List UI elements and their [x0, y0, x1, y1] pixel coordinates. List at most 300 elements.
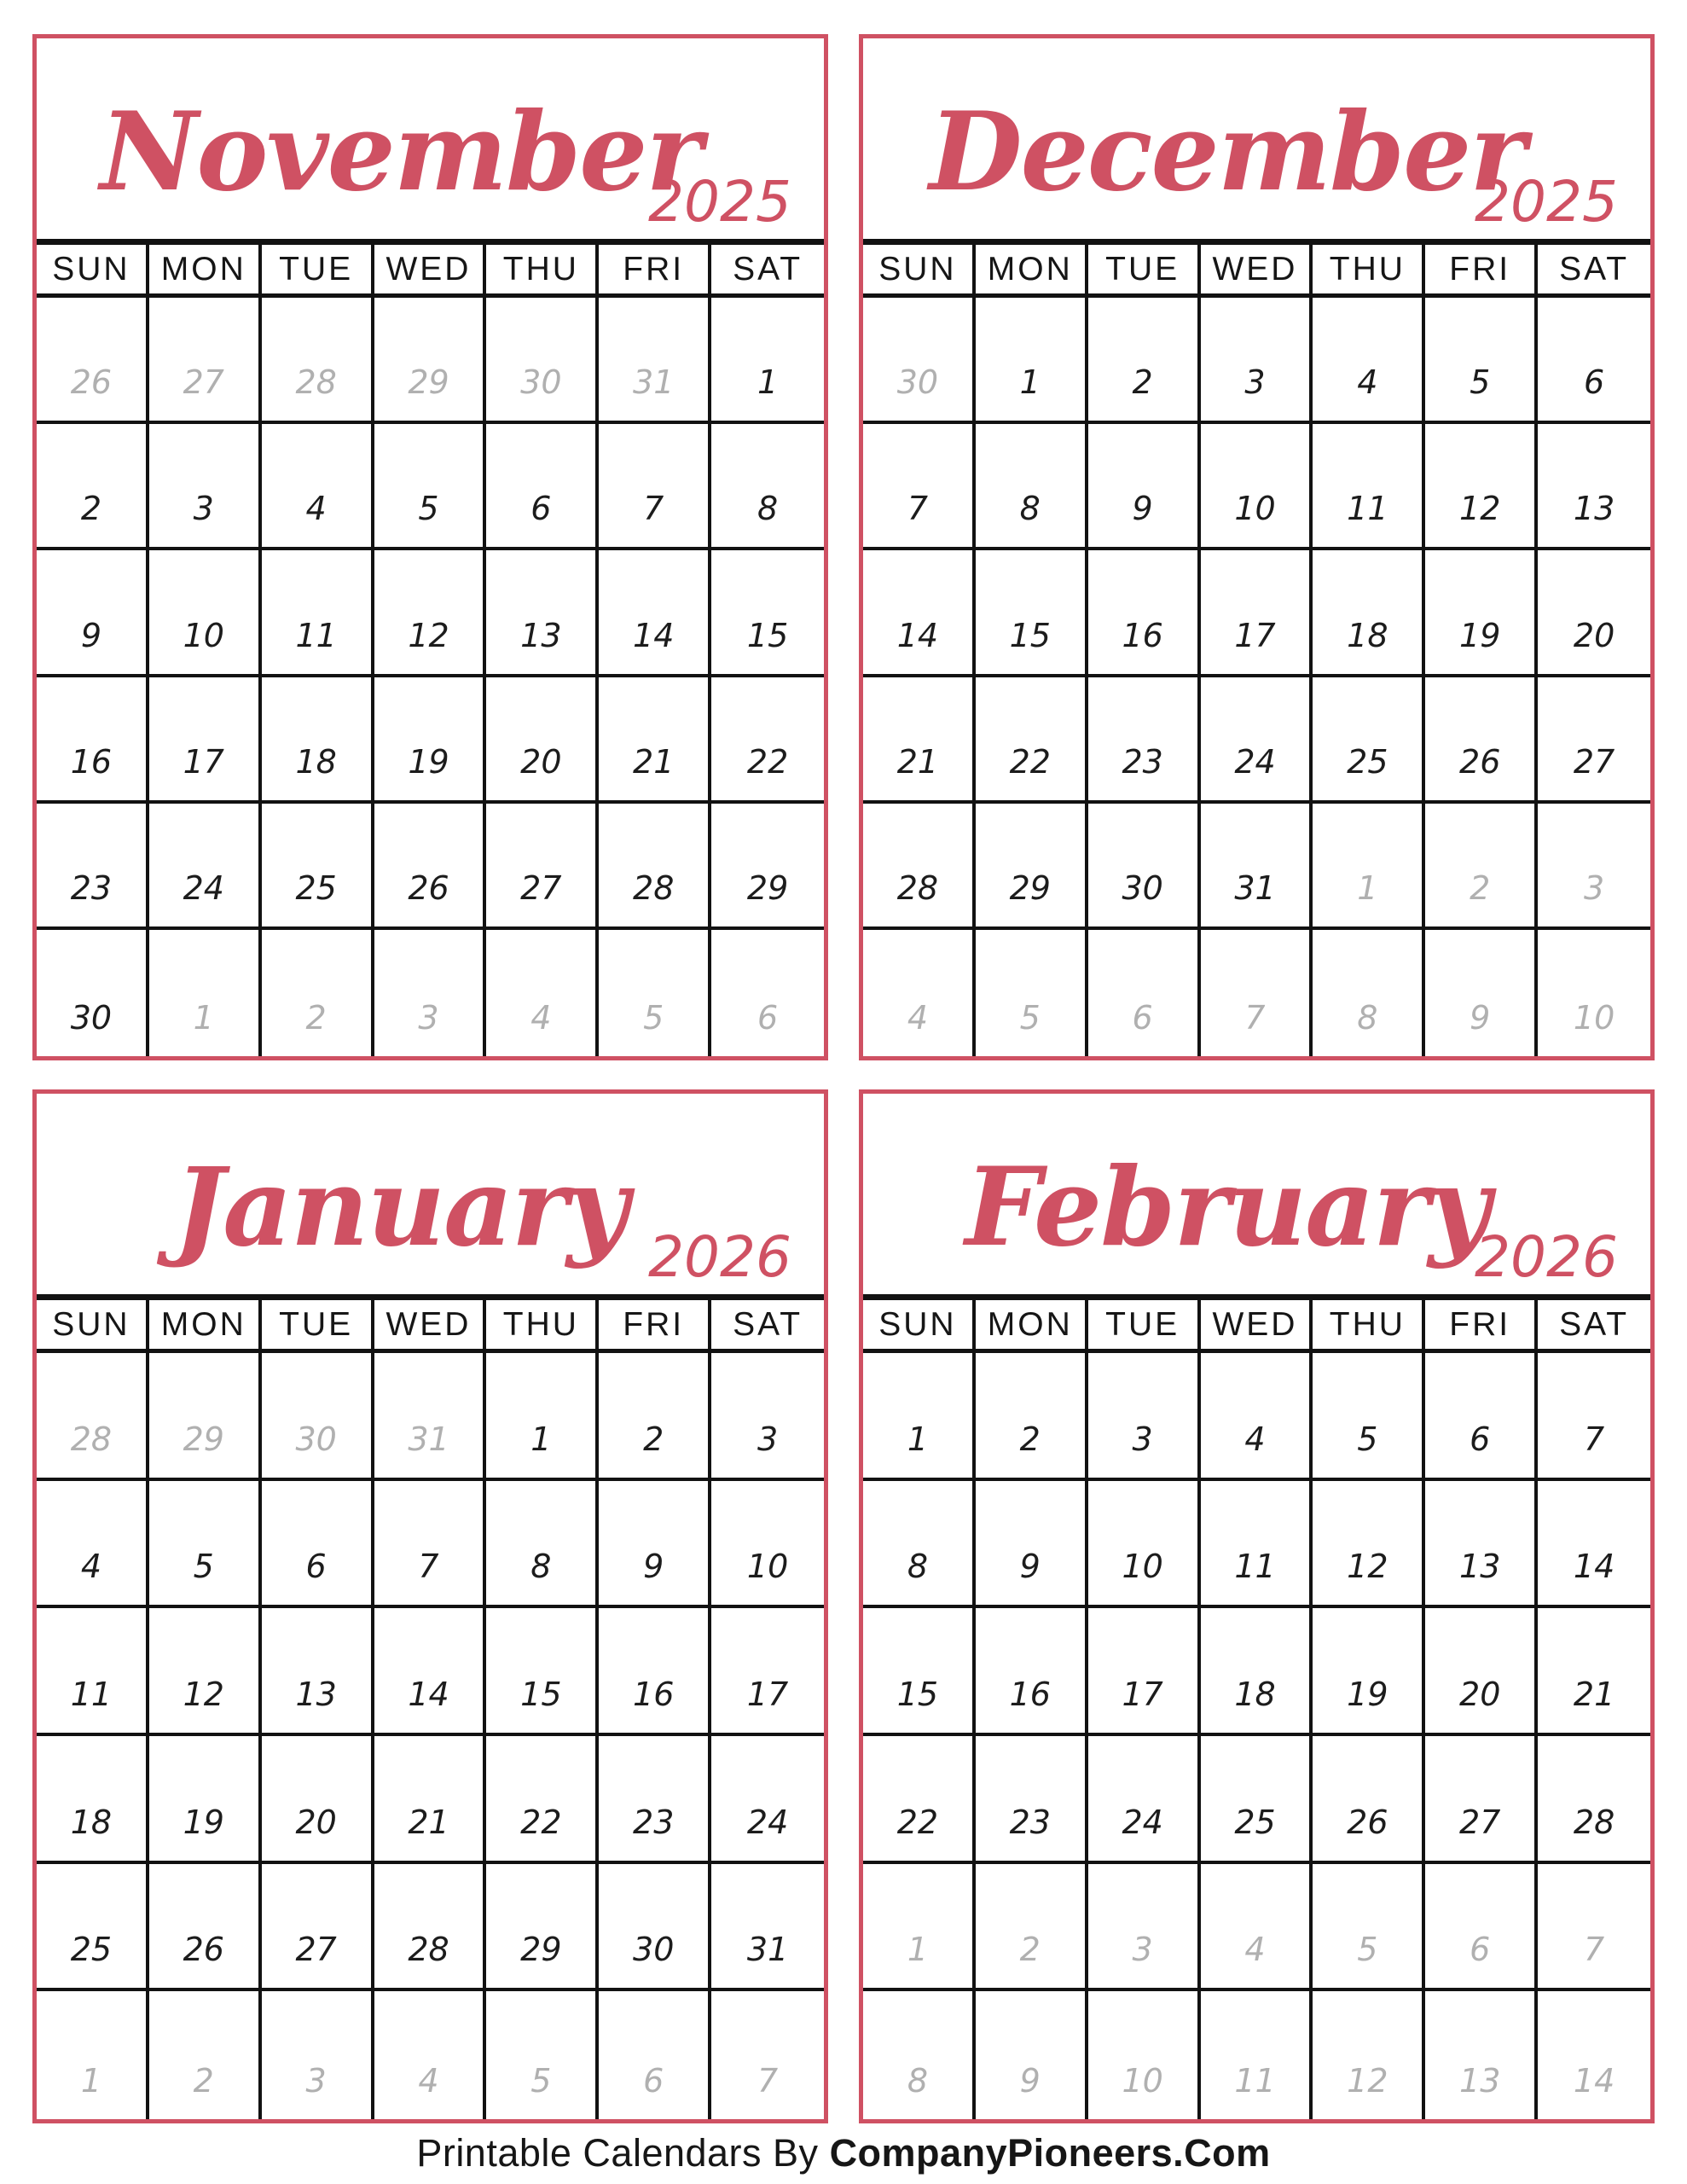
day-number: 28: [70, 1420, 113, 1458]
day-cell: [1425, 298, 1538, 421]
day-number: 3: [418, 999, 439, 1037]
day-cell: [711, 677, 824, 800]
day-number: 16: [70, 742, 113, 781]
day-cell: [374, 1608, 487, 1733]
day-cell: [486, 677, 599, 800]
day-cell: [1088, 1608, 1201, 1733]
day-number: 4: [907, 999, 929, 1037]
day-cell: [1538, 677, 1650, 800]
day-number: 12: [408, 616, 449, 654]
day-number: 19: [408, 742, 449, 781]
day-number: 12: [1347, 2062, 1388, 2100]
day-cell: [599, 1481, 711, 1606]
day-cell: [1201, 1353, 1313, 1478]
day-number: 27: [1573, 742, 1615, 781]
day-number: 1: [1357, 868, 1378, 907]
day-cell-adjacent-month: [863, 1991, 976, 2119]
weeks-grid: [863, 1353, 1650, 2119]
year-label: 2025: [1475, 169, 1618, 235]
week-row: [37, 424, 824, 550]
day-number: 3: [1583, 868, 1605, 907]
day-number: 28: [1573, 1803, 1615, 1841]
month-grid: [37, 239, 824, 1056]
weekday-header-sat: SAT: [1559, 250, 1630, 288]
day-cell: [1201, 1608, 1313, 1733]
day-cell: [1425, 550, 1538, 673]
day-cell: [149, 550, 262, 673]
day-number: 10: [1122, 2062, 1163, 2100]
calendar-header: [863, 38, 1650, 239]
day-number: 6: [1132, 999, 1153, 1037]
day-number: 26: [1347, 1803, 1388, 1841]
day-number: 1: [757, 363, 779, 402]
day-cell: [149, 1608, 262, 1733]
day-cell: [1538, 424, 1650, 547]
day-cell-adjacent-month: [262, 930, 374, 1056]
day-number: 29: [520, 1931, 562, 1969]
weekday-header-sun: SUN: [37, 1300, 149, 1349]
week-row: [863, 804, 1650, 930]
day-cell: [1201, 550, 1313, 673]
day-number: 30: [1122, 868, 1163, 907]
day-number: 20: [295, 1803, 337, 1841]
week-row: [37, 298, 824, 424]
day-number: 12: [183, 1676, 224, 1713]
day-number: 6: [530, 490, 552, 528]
day-cell: [262, 550, 374, 673]
day-cell-adjacent-month: [262, 298, 374, 421]
weekday-header-mon: MON: [149, 245, 262, 293]
day-cell: [486, 1608, 599, 1733]
day-cell: [37, 1864, 149, 1989]
day-cell: [976, 550, 1088, 673]
day-number: 6: [1470, 1420, 1491, 1458]
day-cell: [976, 1608, 1088, 1733]
weekday-header-tue: TUE: [262, 1300, 374, 1349]
day-number: 1: [530, 1420, 552, 1458]
day-cell-adjacent-month: [374, 1353, 487, 1478]
day-number: 5: [530, 2062, 552, 2100]
day-number: 9: [1470, 999, 1491, 1037]
day-number: 1: [907, 1420, 929, 1458]
day-number: 27: [183, 363, 224, 402]
day-number: 29: [408, 363, 449, 402]
day-cell-adjacent-month: [863, 1864, 976, 1989]
day-number: 29: [746, 868, 789, 907]
day-number: 13: [1573, 490, 1615, 528]
day-cell: [374, 424, 487, 547]
day-cell-adjacent-month: [262, 1991, 374, 2119]
day-number: 15: [896, 1676, 939, 1713]
day-cell: [976, 424, 1088, 547]
day-cell-adjacent-month: [1538, 804, 1650, 926]
day-cell: [1313, 424, 1425, 547]
day-number: 6: [1470, 1931, 1491, 1969]
day-cell-adjacent-month: [976, 1864, 1088, 1989]
day-cell-adjacent-month: [486, 1991, 599, 2119]
day-cell: [1201, 804, 1313, 926]
day-number: 7: [1583, 1420, 1605, 1458]
day-number: 10: [1573, 999, 1615, 1037]
footer-credit-brand: CompanyPioneers.Com: [829, 2131, 1271, 2175]
day-cell-adjacent-month: [863, 930, 976, 1056]
day-number: 31: [746, 1931, 789, 1969]
weekday-header-mon: MON: [976, 245, 1088, 293]
day-number: 5: [193, 1548, 214, 1586]
week-row: [863, 1608, 1650, 1736]
day-cell: [863, 677, 976, 800]
weekday-header-fri: FRI: [1425, 245, 1538, 293]
day-number: 9: [80, 616, 102, 654]
day-cell: [486, 550, 599, 673]
day-number: 28: [408, 1931, 449, 1969]
day-cell: [374, 804, 487, 926]
day-cell: [599, 804, 711, 926]
day-number: 14: [408, 1676, 449, 1713]
day-number: 19: [1459, 616, 1501, 654]
day-number: 26: [1459, 742, 1501, 781]
day-cell: [1538, 1481, 1650, 1606]
day-number: 21: [408, 1803, 449, 1841]
day-cell-adjacent-month: [976, 1991, 1088, 2119]
day-number: 4: [530, 999, 552, 1037]
day-number: 16: [633, 1676, 675, 1713]
day-cell: [976, 298, 1088, 421]
day-number: 8: [1019, 490, 1041, 528]
day-cell: [599, 424, 711, 547]
day-cell-adjacent-month: [1538, 930, 1650, 1056]
weekday-header-sat: SAT: [1559, 1305, 1630, 1343]
week-row: [863, 1991, 1650, 2119]
day-cell: [1201, 298, 1313, 421]
day-cell: [1313, 1608, 1425, 1733]
week-row: [37, 1481, 824, 1609]
weekday-header-wed: WED: [374, 245, 487, 293]
week-row: [863, 1864, 1650, 1992]
day-number: 19: [183, 1803, 224, 1841]
day-number: 9: [1019, 2062, 1041, 2100]
day-cell-adjacent-month: [711, 1991, 824, 2119]
day-cell: [37, 1608, 149, 1733]
day-cell: [149, 1481, 262, 1606]
day-number: 3: [305, 2062, 327, 2100]
month-grid: [37, 1294, 824, 2119]
day-number: 4: [1244, 1931, 1266, 1969]
day-number: 25: [1234, 1803, 1276, 1841]
day-number: 6: [305, 1548, 327, 1586]
week-row: [863, 298, 1650, 424]
day-cell-adjacent-month: [262, 1353, 374, 1478]
day-number: 5: [1470, 363, 1491, 402]
year-label: 2026: [1475, 1224, 1618, 1290]
day-number: 2: [1132, 363, 1153, 402]
day-cell: [1313, 1353, 1425, 1478]
day-cell: [262, 1736, 374, 1861]
day-number: 5: [1019, 999, 1041, 1037]
day-number: 28: [896, 868, 939, 907]
day-cell: [486, 1481, 599, 1606]
week-row: [863, 1353, 1650, 1481]
day-number: 13: [1459, 2062, 1501, 2100]
day-number: 2: [1470, 868, 1491, 907]
day-cell-adjacent-month: [863, 298, 976, 421]
day-cell: [1088, 804, 1201, 926]
weekday-header-sat: SAT: [733, 1305, 803, 1343]
day-number: 6: [757, 999, 779, 1037]
day-cell: [1088, 677, 1201, 800]
weekday-header-fri: FRI: [599, 245, 711, 293]
day-number: 10: [183, 616, 224, 654]
day-number: 30: [70, 999, 113, 1037]
day-cell-adjacent-month: [1425, 1991, 1538, 2119]
day-number: 26: [70, 363, 113, 402]
weekday-header-wed: WED: [1201, 245, 1313, 293]
day-cell: [1313, 298, 1425, 421]
day-cell-adjacent-month: [1201, 930, 1313, 1056]
week-row: [37, 677, 824, 804]
day-number: 22: [1009, 742, 1051, 781]
day-number: 31: [1234, 868, 1276, 907]
day-number: 3: [193, 490, 214, 528]
day-cell-adjacent-month: [1538, 1864, 1650, 1989]
day-number: 8: [530, 1548, 552, 1586]
day-cell: [1088, 1353, 1201, 1478]
day-cell: [599, 1864, 711, 1989]
day-cell-adjacent-month: [1088, 1991, 1201, 2119]
week-row: [863, 550, 1650, 677]
day-number: 7: [418, 1548, 439, 1586]
day-number: 14: [1573, 2062, 1615, 2100]
day-number: 13: [1459, 1548, 1501, 1586]
day-number: 25: [295, 868, 337, 907]
day-number: 5: [418, 490, 439, 528]
day-number: 11: [1234, 2062, 1276, 2100]
day-number: 4: [418, 2062, 439, 2100]
day-number: 11: [295, 616, 337, 654]
day-cell: [1425, 677, 1538, 800]
calendar-december-2025: [859, 34, 1655, 1060]
day-number: 2: [305, 999, 327, 1037]
week-row: [37, 1864, 824, 1992]
day-cell-adjacent-month: [149, 930, 262, 1056]
day-cell: [863, 804, 976, 926]
day-number: 14: [1573, 1548, 1615, 1586]
day-cell: [1538, 1353, 1650, 1478]
day-cell-adjacent-month: [1313, 1991, 1425, 2119]
day-number: 27: [1459, 1803, 1501, 1841]
day-cell-adjacent-month: [711, 930, 824, 1056]
day-number: 29: [183, 1420, 224, 1458]
day-number: 23: [70, 868, 113, 907]
day-number: 18: [295, 742, 337, 781]
day-cell: [1088, 424, 1201, 547]
day-number: 24: [1122, 1803, 1163, 1841]
calendar-header: [37, 1094, 824, 1294]
month-title: January: [173, 1143, 628, 1270]
day-cell: [1313, 1481, 1425, 1606]
day-cell: [37, 550, 149, 673]
day-cell: [374, 1736, 487, 1861]
day-cell: [486, 1736, 599, 1861]
day-number: 7: [1583, 1931, 1605, 1969]
day-number: 27: [520, 868, 562, 907]
day-number: 9: [643, 1548, 664, 1586]
day-cell-adjacent-month: [599, 930, 711, 1056]
day-number: 23: [1009, 1803, 1051, 1841]
week-row: [37, 1353, 824, 1481]
day-cell: [374, 1481, 487, 1606]
weekday-header-sun: SUN: [863, 245, 976, 293]
day-cell: [486, 804, 599, 926]
day-number: 23: [1122, 742, 1163, 781]
day-cell: [1201, 1736, 1313, 1861]
day-number: 4: [305, 490, 327, 528]
day-cell: [1425, 1481, 1538, 1606]
weekday-header-row: [863, 245, 1650, 298]
day-number: 5: [1357, 1420, 1378, 1458]
day-number: 4: [80, 1548, 102, 1586]
day-number: 23: [633, 1803, 675, 1841]
day-number: 22: [520, 1803, 562, 1841]
calendar-grid-2x2: [32, 34, 1655, 2123]
weekday-header-fri: FRI: [599, 1300, 711, 1349]
day-number: 1: [907, 1931, 929, 1969]
day-cell: [1538, 550, 1650, 673]
week-row: [37, 550, 824, 677]
day-cell: [711, 298, 824, 421]
day-cell: [262, 804, 374, 926]
day-number: 25: [1347, 742, 1388, 781]
day-number: 17: [183, 742, 224, 781]
day-cell: [1538, 1736, 1650, 1861]
day-cell-adjacent-month: [1088, 1864, 1201, 1989]
day-number: 11: [1347, 490, 1388, 528]
day-cell-adjacent-month: [149, 1991, 262, 2119]
day-cell-adjacent-month: [1425, 930, 1538, 1056]
day-number: 6: [643, 2062, 664, 2100]
day-cell-adjacent-month: [149, 1353, 262, 1478]
day-number: 21: [896, 742, 939, 781]
day-cell: [1425, 424, 1538, 547]
day-cell: [149, 1864, 262, 1989]
day-cell-adjacent-month: [599, 1991, 711, 2119]
day-cell-adjacent-month: [1425, 804, 1538, 926]
day-cell: [711, 804, 824, 926]
day-number: 3: [1244, 363, 1266, 402]
week-row: [863, 930, 1650, 1056]
week-row: [37, 1736, 824, 1864]
day-cell-adjacent-month: [1201, 1864, 1313, 1989]
day-number: 19: [1347, 1676, 1388, 1713]
week-row: [37, 930, 824, 1056]
day-number: 13: [295, 1676, 337, 1713]
day-cell: [262, 1864, 374, 1989]
day-cell: [711, 1353, 824, 1478]
week-row: [37, 1608, 824, 1736]
day-cell: [486, 424, 599, 547]
week-row: [863, 1736, 1650, 1864]
day-cell: [976, 804, 1088, 926]
day-cell: [1088, 550, 1201, 673]
day-number: 8: [1357, 999, 1378, 1037]
day-number: 30: [633, 1931, 675, 1969]
day-number: 9: [1132, 490, 1153, 528]
day-cell-adjacent-month: [149, 298, 262, 421]
week-row: [863, 1481, 1650, 1609]
day-number: 31: [633, 363, 675, 402]
day-cell: [486, 1353, 599, 1478]
day-cell: [1425, 1736, 1538, 1861]
day-number: 22: [896, 1803, 939, 1841]
day-number: 21: [633, 742, 675, 781]
day-cell: [149, 1736, 262, 1861]
day-number: 4: [1357, 363, 1378, 402]
day-number: 1: [80, 2062, 102, 2100]
day-number: 24: [1234, 742, 1276, 781]
day-number: 18: [1234, 1676, 1276, 1713]
day-cell: [863, 1608, 976, 1733]
weekday-header-row: [863, 1300, 1650, 1353]
day-cell: [1313, 550, 1425, 673]
day-cell: [37, 1736, 149, 1861]
day-cell-adjacent-month: [1313, 804, 1425, 926]
calendar-february-2026: [859, 1089, 1655, 2123]
weekday-header-mon: MON: [976, 1300, 1088, 1349]
day-cell: [863, 550, 976, 673]
day-cell: [374, 550, 487, 673]
day-number: 5: [1357, 1931, 1378, 1969]
day-number: 17: [1234, 616, 1276, 654]
day-number: 21: [1573, 1676, 1615, 1713]
day-cell: [149, 424, 262, 547]
day-cell-adjacent-month: [37, 1353, 149, 1478]
week-row: [37, 1991, 824, 2119]
day-cell: [262, 677, 374, 800]
day-number: 12: [1347, 1548, 1388, 1586]
day-cell-adjacent-month: [1088, 930, 1201, 1056]
day-number: 8: [907, 1548, 929, 1586]
day-number: 28: [295, 363, 337, 402]
day-number: 24: [183, 868, 224, 907]
day-cell-adjacent-month: [37, 298, 149, 421]
day-cell-adjacent-month: [599, 298, 711, 421]
day-number: 26: [183, 1931, 224, 1969]
weekday-header-sat: SAT: [733, 250, 803, 288]
month-title: December: [929, 88, 1525, 215]
week-row: [863, 677, 1650, 804]
day-number: 22: [746, 742, 789, 781]
day-cell-adjacent-month: [374, 930, 487, 1056]
day-cell: [863, 1353, 976, 1478]
day-number: 17: [746, 1676, 789, 1713]
day-cell: [1538, 1608, 1650, 1733]
day-cell: [262, 1608, 374, 1733]
day-cell-adjacent-month: [1313, 930, 1425, 1056]
day-number: 7: [643, 490, 664, 528]
day-number: 24: [746, 1803, 789, 1841]
day-cell: [149, 804, 262, 926]
day-number: 15: [1009, 616, 1051, 654]
weekday-header-fri: FRI: [1425, 1300, 1538, 1349]
day-cell: [976, 1736, 1088, 1861]
day-number: 30: [896, 363, 939, 402]
day-cell: [486, 1864, 599, 1989]
day-cell: [1201, 1481, 1313, 1606]
day-number: 11: [70, 1676, 113, 1713]
month-title: November: [100, 88, 701, 215]
day-cell: [262, 424, 374, 547]
weekday-header-thu: THU: [1313, 245, 1425, 293]
